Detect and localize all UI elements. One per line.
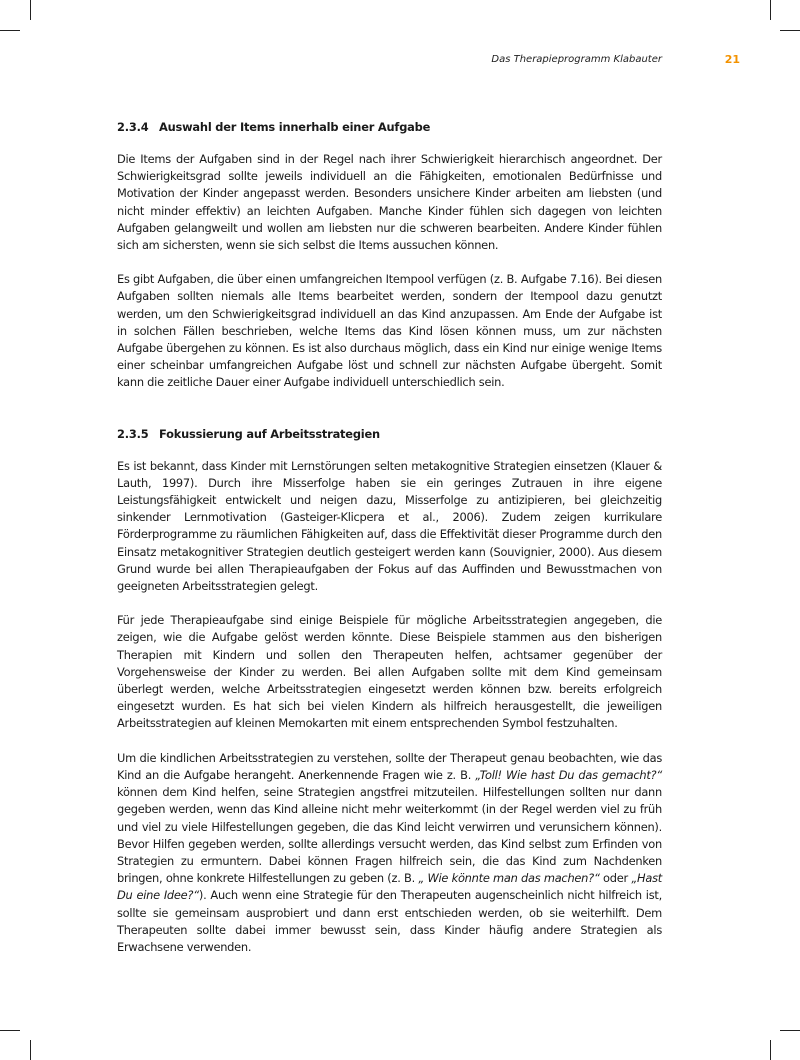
text-run: oder xyxy=(599,871,632,886)
section-heading xyxy=(117,425,662,443)
quote: „Hast Du eine Idee?“ xyxy=(117,871,662,903)
crop-mark xyxy=(780,30,800,31)
crop-mark xyxy=(30,1040,31,1060)
running-title: Das Therapieprogramm Klabauter xyxy=(491,54,662,65)
page-number: 21 xyxy=(724,53,740,66)
section-number: 2.3.5 xyxy=(117,426,149,441)
crop-mark xyxy=(770,1040,771,1060)
section-title: Auswahl der Items innerhalb einer Aufgabe xyxy=(159,120,431,134)
section-number: 2.3.4 xyxy=(117,120,149,134)
paragraph: Es gibt Aufgaben, die über einen umfangreichen Itempool verfügen (z. B. Aufgabe 7.16). Bei diesen Aufgaben sollten niemals alle Items bearbeitet werden, sondern der Itempool dazu genutzt werden, um den Schwierigkeitsgrad individuell an das Kind anzupassen. Am Ende der Aufgabe ist in solchen Fällen beschrieben, welche Items das Kind lösen können muss, um zur nächsten Aufgabe übergehen zu können. Es ist also durchaus möglich, dass ein Kind nur einige wenige Items einer scheinbar umfangreichen Aufgabe löst und schnell zur nächsten Aufgabe übergeht. Somit kann die zeitliche Dauer einer Aufgabe individuell unterschiedlich sein. xyxy=(117,272,662,390)
crop-mark xyxy=(780,1030,800,1031)
crop-mark xyxy=(770,0,771,20)
quote: „Toll! Wie hast Du das gemacht?“ xyxy=(475,767,662,782)
paragraph xyxy=(117,750,662,956)
paragraph: Für jede Therapieaufgabe sind einige Beispiele für mögliche Arbeitsstrategien angegeben, die zeigen, wie die Aufgabe gelöst werden könnte. Diese Beispiele stammen aus den bisherigen Therapien mit Kindern und sollen den Therapeuten helfen, achtsamer gegenüber der Vorgehensweise der Kinder zu werden. Bei allen Aufgaben sollte mit dem Kind gemeinsam überlegt werden, welche Arbeitsstrategien eingesetzt werden können bzw. bereits erfolgreich eingesetzt wurden. Es hat sich bei vielen Kindern als hilfreich herausgestellt, die jeweiligen Arbeitsstrategien auf kleinen Memokarten mit einem entsprechenden Symbol festzuhalten. xyxy=(117,613,662,731)
section-heading xyxy=(117,118,662,136)
crop-mark xyxy=(30,0,31,20)
quote: „ Wie könnte man das machen?“ xyxy=(418,871,600,886)
text-run: ). Auch wenn eine Strategie für den Therapeuten augenscheinlich nicht hilfreich ist, sollte sie gemeinsam ausprobiert und dann erst entschieden werden, ob sie weiterhilft. Dem Therapeuten sollte dabei immer bewusst sein, dass Kinder häufig andere Strategien als Erwachsene verwenden. xyxy=(117,888,662,954)
page-body xyxy=(117,118,662,956)
section-title: Fokussierung auf Arbeitsstrategien xyxy=(159,426,380,441)
text-run: können dem Kind helfen, seine Strategien angstfrei mitzuteilen. Hilfestellungen sollten nur dann gegeben werden, wenn das Kind alleine nicht mehr weiterkommt (in der Regel werden viel zu früh und viel zu viele Hilfestellungen gegeben, die das Kind leicht verwirren und verunsichern können). Bevor Hilfen gegeben werden, sollte allerdings versucht werden, das Kind selbst zum Erfinden von Strategien zu ermuntern. Dabei können Fragen hilfreich sein, die das Kind zum Nachdenken bringen, ohne konkrete Hilfestellungen zu geben (z. B. xyxy=(117,785,662,886)
crop-mark xyxy=(0,30,20,31)
paragraph: Es ist bekannt, dass Kinder mit Lernstörungen selten metakognitive Strategien einsetzen (Klauer & Lauth, 1997). Durch ihre Misserfolge haben sie ein geringes Zutrauen in ihre eigene Leistungsfähigkeit entwickelt und neigen dazu, Misserfolge zu antizipieren, bei gleichzeitig sinkender Lernmotivation (Gasteiger-Klicpera et al., 2006). Zudem zeigen kurrikulare Förderprogramme zu räumlichen Fähigkeiten auf, dass die Effektivität dieser Programme durch den Einsatz metakognitiver Strategien deutlich gesteigert werden kann (Souvignier, 2000). Aus diesem Grund wurde bei allen Therapieaufgaben der Fokus auf das Auffinden und Bewusstmachen von geeigneten Arbeitsstrategien gelegt. xyxy=(117,458,662,594)
crop-mark xyxy=(0,1030,20,1031)
text-run: Um die kindlichen Arbeitsstrategien zu verstehen, sollte der Therapeut genau beobachten, wie das Kind an die Aufgabe herangeht. Anerkennende Fragen wie z. B. xyxy=(117,750,662,782)
paragraph: Die Items der Aufgaben sind in der Regel nach ihrer Schwierigkeit hierarchisch angeordnet. Der Schwierigkeitsgrad sollte jeweils individuell an die Fähigkeiten, emotionalen Bedürfnisse und Motivation der Kinder angepasst werden. Besonders unsichere Kinder arbeiten am liebsten (und nicht minder effektiv) an leichten Aufgaben. Manche Kinder fühlen sich dagegen von leichten Aufgaben gelangweilt und wollen am liebsten nur die schweren bearbeiten. Andere Kinder fühlen sich am sichersten, wenn sie sich selbst die Items aussuchen können. xyxy=(117,152,662,253)
